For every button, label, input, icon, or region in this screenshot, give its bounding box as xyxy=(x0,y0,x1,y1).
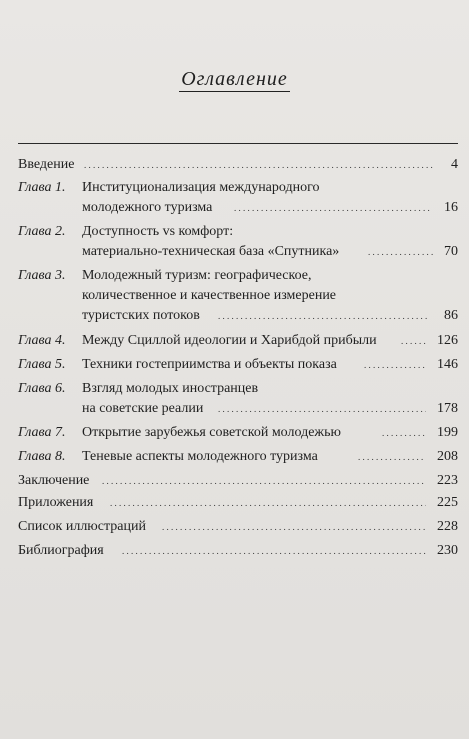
toc-entry-title: Заключение xyxy=(18,473,90,488)
dot-leader xyxy=(364,356,426,374)
toc-entry-title-continued: количественное и качественное измерение xyxy=(82,288,337,303)
dot-leader xyxy=(218,400,426,418)
toc-entry-title-continued: туристских потоков xyxy=(82,308,200,323)
dot-leader xyxy=(84,156,434,174)
dot-leader xyxy=(401,332,427,350)
toc-page-number: 208 xyxy=(437,449,458,464)
toc-entry-title: Молодежный туризм: географическое, xyxy=(82,268,312,283)
chapter-label: Глава 6. xyxy=(18,381,66,396)
toc-page-number: 228 xyxy=(437,519,458,534)
page-title-text: Оглавление xyxy=(181,68,288,90)
toc-entry-title: Взгляд молодых иностранцев xyxy=(82,381,259,396)
chapter-label: Глава 1. xyxy=(18,180,66,195)
toc-entry-title-continued: на советские реалии xyxy=(82,401,204,416)
dot-leader xyxy=(218,307,430,325)
chapter-label: Глава 3. xyxy=(18,268,66,283)
dot-leader xyxy=(122,542,426,560)
dot-leader xyxy=(162,518,426,536)
dot-leader xyxy=(102,472,426,490)
toc-page-number: 86 xyxy=(444,308,458,323)
chapter-label: Глава 2. xyxy=(18,224,66,239)
toc-entry-title: Введение xyxy=(18,157,75,172)
toc-entry-title: Список иллюстраций xyxy=(18,519,146,534)
chapter-label: Глава 5. xyxy=(18,357,66,372)
dot-leader xyxy=(358,448,426,466)
dot-leader xyxy=(110,494,426,512)
top-rule xyxy=(18,143,458,144)
toc-page-number: 70 xyxy=(444,244,458,259)
toc-page-number: 16 xyxy=(444,200,458,215)
toc-page-number: 230 xyxy=(437,543,458,558)
toc-entry-title: Институционализация международного xyxy=(82,180,320,195)
dot-leader xyxy=(382,424,426,442)
toc-page-number: 178 xyxy=(437,401,458,416)
toc-page-number: 4 xyxy=(451,157,458,172)
chapter-label: Глава 8. xyxy=(18,449,66,464)
page-title xyxy=(0,68,469,91)
toc-entry-title: Теневые аспекты молодежного туризма xyxy=(82,449,318,464)
dot-leader xyxy=(368,243,434,261)
toc-entry-title-continued: молодежного туризма xyxy=(82,200,213,215)
toc-entry-title: Библиография xyxy=(18,543,104,558)
chapter-label: Глава 4. xyxy=(18,333,66,348)
toc-page-number: 146 xyxy=(437,357,458,372)
toc-entry-title: Приложения xyxy=(18,495,94,510)
toc-page-number: 126 xyxy=(437,333,458,348)
toc-entry-title: Открытие зарубежья советской молодежью xyxy=(82,425,341,440)
toc-page-number: 225 xyxy=(437,495,458,510)
toc-entry-title: Между Сциллой идеологии и Харибдой прибыли xyxy=(82,333,377,348)
toc-entry-title: Техники гостеприимства и объекты показа xyxy=(82,357,337,372)
toc-page-number: 223 xyxy=(437,473,458,488)
toc-page-number: 199 xyxy=(437,425,458,440)
dot-leader xyxy=(234,199,430,217)
toc-entry-title: Доступность vs комфорт: xyxy=(82,224,234,239)
toc-entry-title-continued: материально-техническая база «Спутника» xyxy=(82,244,340,259)
chapter-label: Глава 7. xyxy=(18,425,66,440)
